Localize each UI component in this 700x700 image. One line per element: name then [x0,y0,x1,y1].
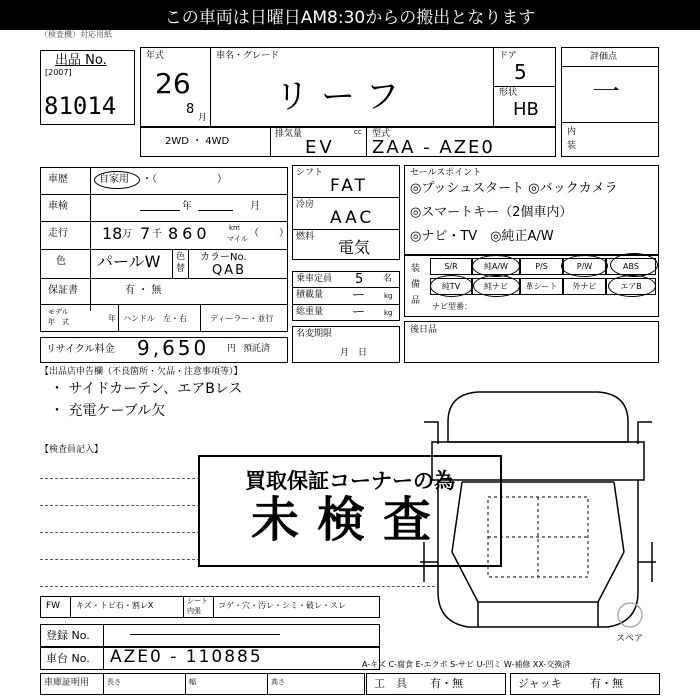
circle-pw [561,255,608,277]
model-value: ZAA - AZE0 [372,137,495,158]
gross-unit: kg [384,309,393,317]
name-label: 車名・グレード [216,51,280,61]
doors-value: 5 [514,60,527,84]
recycle-unit: 円 [227,344,237,354]
circle-navi [473,275,520,297]
recycle-label: リサイクル料金 [46,344,115,355]
handle-text: ハンドル 左・右 [123,314,187,323]
displacement-unit: cc [354,128,362,136]
color-code-label: カラーNo. [200,252,247,263]
stamp-line-1: 買取保証コーナーの為 [245,469,455,493]
jack-label: ジャッキ [518,677,562,690]
mileage-unit-mile: マイル [227,235,248,243]
top-cut-label: （検査機）対応用紙 [40,30,112,39]
spare-label: スペア [616,634,644,644]
shift-label: シフト [296,168,324,178]
model-label: 型式 [372,129,391,139]
legend-text-1: キズ・トビ石・割レX [76,601,154,610]
capacity-unit: 名 [383,274,393,284]
certificate-label: 車庫証明用 [44,678,90,688]
shape-label: 形状 [499,88,518,98]
circle-airbag [608,275,656,297]
color-change-2: 替 [176,264,186,274]
registration-label: 登録 No. [46,629,90,642]
shift-value: FAT [330,176,368,196]
mileage-value-2: 7 [140,224,151,243]
equip-ps: P/S [520,258,563,275]
tools-value: 有・無 [430,677,463,690]
circle-aw [472,255,520,277]
gross-value: ー [352,305,366,320]
stamp-line-2: 未検査 [250,492,449,548]
load-label: 積載量 [296,290,324,300]
interior-label-2: 装 [567,141,577,151]
lot-number: 81014 [44,92,117,120]
recycle-value: 9,650 [137,336,210,360]
tools-label: 工 具 [374,677,407,690]
mileage-value-3: 860 [168,224,211,243]
inspection-label: 車検 [48,201,68,212]
name-change-label: 名変期限 [296,329,333,339]
legend-text-2: コゲ・穴・汚レ・シミ・破レ・スレ [218,601,346,610]
load-value: ー [352,288,366,303]
circle-abs [610,253,658,277]
model-year-unit: 年 [108,314,116,323]
inspector-label: 【検査員記入】 [40,445,104,455]
displacement-value: EV [305,137,335,158]
model-year-label-2: 年 式 [48,318,69,326]
equip-abs: ABS [606,258,656,275]
history-label: 車歴 [48,174,68,185]
jack-value: 有・無 [590,677,623,690]
equip-pw: P/W [563,258,606,275]
drive-text: 2WD ・ 4WD [165,136,230,147]
parts-box [404,321,659,363]
color-code: QAB [212,263,247,278]
fuel-value: 電気 [338,238,371,257]
certificate-width: 幅 [189,678,196,686]
capacity-value: 5 [355,272,364,287]
certificate-height: 高さ [271,678,285,686]
equip-navi: 純ナビ [472,278,520,295]
fuel-label: 燃料 [296,232,315,242]
circle-tv [430,275,473,297]
equipment-label-3: 品 [411,296,421,306]
year-month-suffix: 月 [198,113,208,123]
dealer-text: ディーラー・並行 [210,314,274,323]
mileage-label: 走行 [48,228,68,239]
model-year-label-1: モデル [48,308,69,316]
warranty-label: 保証書 [48,285,78,296]
color-change-1: 色 [176,252,186,262]
banner: この車両は日曜日AM8:30からの搬出となります [0,0,700,30]
equipment-label-1: 装 [411,264,421,274]
sales-line-3: ◎ナビ・TV ◎純正A/W [410,229,554,244]
year-month: 8 [186,102,195,117]
recycle-note: 預託済 [243,344,271,354]
spare-tire-icon [615,600,645,630]
sales-line-1: ◎プッシュスタート ◎バックカメラ [410,181,618,196]
damage-codes: A-キズ C-腐食 E-エクボ S-サビ U-凹ミ W-補修 XX-交換済 [362,660,571,669]
equip-sr: S/R [430,258,472,275]
inspection-year-unit: 年 [182,201,192,212]
equip-ext-navi: 外ナビ [563,278,606,295]
gross-label: 総重量 [296,307,324,317]
name-change-value: 月 日 [340,348,368,358]
chassis-value: AZE0 - 110885 [110,647,263,667]
mileage-paren: （ ） [249,228,289,239]
load-unit: kg [384,292,393,300]
color-label: 色 [56,256,66,267]
chassis-label: 車台 No. [46,652,90,665]
color-value: パールW [97,252,161,271]
parts-label: 後日品 [410,325,438,335]
cooler-value: AAC [330,208,375,228]
name-value: リーフ [275,77,412,117]
shape-value: HB [513,99,539,120]
year-label: 年式 [146,51,165,61]
lot-year-tag: [2007] [45,68,72,77]
score-label: 評価点 [590,52,618,62]
lot-label: 出品 No. [55,53,107,68]
equip-airbag: エアB [606,278,656,295]
year-value: 26 [155,67,191,100]
interior-label-1: 内 [567,127,577,137]
displacement-label: 排気量 [275,129,303,139]
notes-line-1: ・ サイドカーテン、エアBレス [50,381,243,397]
history-rest: ・（ ） [142,174,227,185]
cooler-label: 冷房 [296,200,315,210]
legend-fw-label: FW [46,601,61,611]
mileage-unit-sen: 千 [152,229,162,240]
certificate-length: 長さ [107,678,121,686]
capacity-label: 乗車定員 [296,274,333,284]
equipment-label-2: 備 [411,280,421,290]
mileage-value-1: 18 [102,224,123,243]
sales-line-2: ◎スマートキー（2個車内） [410,205,573,220]
mileage-unit-man: 万 [122,229,132,240]
notes-label: 【出品店申告欄（不良箇所・欠品・注意事項等）】 [40,367,243,377]
registration-box [40,624,380,647]
equip-aw: 純A/W [472,258,520,275]
warranty-value: 有 ・ 無 [125,285,162,296]
doors-label: ドア [499,51,517,61]
navi-model-label: ナビ型番： [432,302,472,311]
legend-seat-1: シート [187,597,208,605]
legend-seat-2: 内張 [187,607,201,615]
notes-line-2: ・ 充電ケーブル欠 [50,403,166,419]
score-value: 一 [592,75,621,108]
equip-tv: 純TV [430,278,472,295]
equip-leather: 革シート [520,278,563,295]
history-circled: 自家用 [99,174,129,185]
mileage-unit-km: km [229,224,240,232]
sales-label: セールスポイント [410,168,482,178]
inspection-month-unit: 月 [250,201,260,212]
